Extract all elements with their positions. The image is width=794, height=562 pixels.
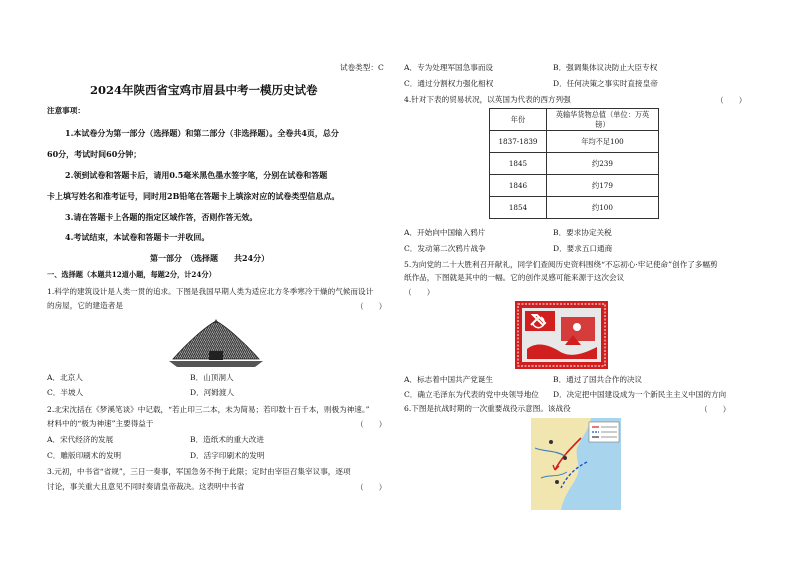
q1-option-d: D．河姆渡人 [190, 388, 235, 397]
q6-stem: 6.下图是抗战时期的一次重要战役示意图。该战役 [404, 404, 571, 413]
table-cell: 约100 [547, 197, 659, 219]
notice-line-3: 2.领到试卷和答题卡后，请用0.5毫米黑色墨水签字笔，分别在试卷和答题 [65, 170, 328, 180]
table-row [490, 153, 659, 175]
q5-option-c: C．确立毛泽东为代表的党中央领导地位 [404, 390, 539, 399]
table-cell: 1854 [490, 197, 547, 219]
q4-option-c: C．发动第二次鸦片战争 [404, 244, 486, 253]
q4-option-d: D．要求五口通商 [553, 244, 613, 253]
q1-option-a: A．北京人 [47, 373, 83, 382]
table-row [490, 175, 659, 197]
q5-stem-line2: 纸作品，下图就是其中的一幅。它的创作灵感可能来源于这次会议 [404, 273, 625, 282]
thatched-hut-image [165, 317, 267, 369]
q5-option-d: D．决定把中国建设成为一个新民主主义中国的方向 [553, 390, 727, 399]
page-title: 2024年陕西省宝鸡市眉县中考一模历史试卷 [90, 83, 318, 97]
table-cell: 年均不足100 [547, 131, 659, 153]
q4-answer-paren: （ ） [716, 96, 747, 105]
part1-heading: 第一部分 （选择题 共24分） [150, 253, 270, 263]
notice-line-4: 卡上填写姓名和准考证号，同时用2B铅笔在答题卡上填涂对应的试卷类型信息点。 [47, 191, 340, 201]
table-cell: 约179 [547, 175, 659, 197]
trade-table [489, 108, 659, 219]
paper-type: 试卷类型：C [340, 63, 384, 72]
q3-option-c: C．通过分割权力强化相权 [404, 79, 494, 88]
q4-stem: 4.针对下表的贸易状况，以英国为代表的西方列强 [404, 95, 571, 104]
q3-option-b: B．强调集体议决防止大臣专权 [553, 63, 658, 72]
q3-option-a: A．专为处理军国急事而设 [404, 63, 494, 72]
notice-line-6: 4.考试结束，本试卷和答题卡一并收回。 [65, 232, 210, 242]
table-cell: 1846 [490, 175, 547, 197]
table-header-cell: 年份 [490, 109, 547, 131]
q3-option-d: D．任何决策之事实时直接皇帝 [553, 79, 658, 88]
q1-stem-line2: 的房屋，它的建造者是 [47, 301, 123, 310]
q3-answer-paren: （ ） [356, 483, 387, 492]
table-cell: 1837-1839 [490, 131, 547, 153]
q5-answer-paren: （ ） [404, 288, 435, 297]
q4-option-a: A．开始向中国输入鸦片 [404, 228, 486, 237]
q1-answer-paren: （ ） [356, 302, 387, 311]
q2-answer-paren: （ ） [356, 420, 387, 429]
q1-option-b: B．山顶洞人 [190, 373, 234, 382]
q1-stem-line1: 1.科学的建筑设计是人类一贯的追求。下图是我国早期人类为适应北方冬季寒冷干燥的气候而设计 [47, 287, 374, 296]
q2-option-b: B．造纸术的重大改进 [190, 435, 264, 444]
notice-line-1: 1.本试卷分为第一部分（选择题）和第二部分（非选择题）。全卷共4页，总分 [65, 128, 339, 138]
q6-answer-paren: （ ） [700, 405, 731, 414]
q5-option-b: B．通过了国共合作的决议 [553, 375, 643, 384]
table-cell: 约239 [547, 153, 659, 175]
notice-heading: 注意事项： [47, 106, 85, 115]
notice-line-5: 3.请在答题卡上各题的指定区域作答，否则作答无效。 [65, 212, 258, 222]
table-header-cell: 英输华货物总值（单位：万英镑） [547, 109, 659, 131]
table-header-row [490, 109, 659, 131]
q4-option-b: B．要求协定关税 [553, 228, 612, 237]
q2-option-c: C．雕版印刷术的发明 [47, 451, 122, 460]
notice-line-2: 60分，考试时间60分钟； [47, 149, 142, 159]
battle-map-image [531, 418, 621, 510]
q5-stem-line1: 5.为向党的二十大胜利召开献礼，同学们查阅历史资料围绕“不忘初心·牢记使命”创作了多幅剪 [404, 260, 718, 269]
section-heading: 一、选择题（本题共12道小题，每题2分，计24分） [47, 270, 216, 279]
q2-option-a: A．宋代经济的发展 [47, 435, 114, 444]
q2-stem-line2: 材料中的“极为神速”主要得益于 [47, 419, 154, 428]
table-row [490, 197, 659, 219]
q5-option-a: A．标志着中国共产党诞生 [404, 375, 494, 384]
papercut-image [515, 301, 608, 369]
table-cell: 1845 [490, 153, 547, 175]
table-row [490, 131, 659, 153]
q3-stem-line1: 3.元初，中书省“省规”，三日一奏事，军国急务不拘于此限；定时由宰臣召集宰议事，逐项 [47, 467, 351, 476]
q2-option-d: D．活字印刷术的发明 [190, 451, 265, 460]
q3-stem-line2: 讨论，事关重大且意见不同时奏请皇帝裁决。这表明中书省 [47, 482, 245, 491]
q1-option-c: C．半坡人 [47, 388, 84, 397]
q2-stem-line1: 2.北宋沈括在《梦溪笔谈》中记载，“若止印三二本，未为简易；若印数十百千本，则极为神速。” [47, 405, 370, 414]
